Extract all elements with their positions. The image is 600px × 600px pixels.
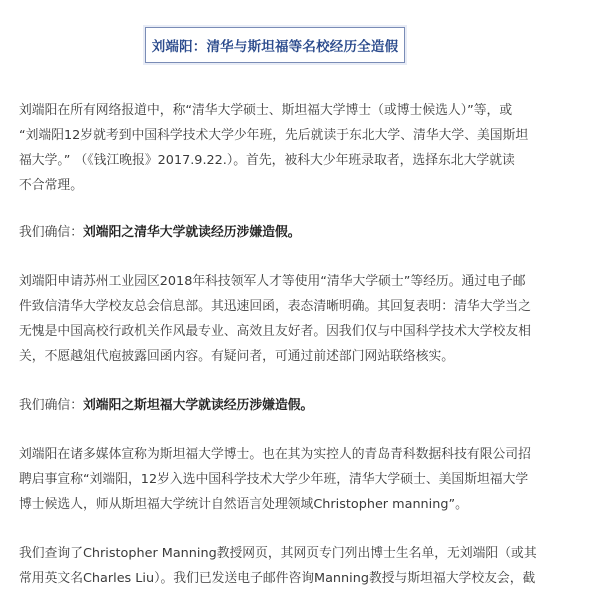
statement-bold-text: 刘端阳之斯坦福大学就读经历涉嫌造假。 [82,398,314,413]
article-title-box [145,27,405,63]
paragraph-stanford [19,442,579,517]
statement-tsinghua [19,220,579,245]
statement-stanford [19,393,579,418]
paragraph-line: 常用英文名Charles Liu）。我们已发送电子邮件咨询Manning教授与斯坦福大学校友会，截 [19,571,536,586]
article-body [19,98,579,591]
paragraph-line: 无愧是中国高校行政机关作风最专业、高效且友好者。因我们仅与中国科学技术大学校友相 [19,324,531,339]
statement-prefix: 我们确信： [19,398,83,413]
paragraph-line: 我们查询了Christopher Manning教授网页，其网页专门列出博士生名单，无刘端阳（或其 [19,546,537,561]
paragraph-line: 博士候选人，师从斯坦福大学统计自然语言处理领域Christopher manning”。 [19,497,468,512]
paragraph-line: “刘端阳12岁就考到中国科学技术大学少年班，先后就读于东北大学、清华大学、美国斯坦 [19,128,529,143]
paragraph-line: 关，不愿越俎代庖披露回函内容。有疑问者，可通过前述部门网站联络核实。 [19,349,455,364]
paragraph-tsinghua [19,269,579,369]
paragraph-line: 刘端阳申请苏州工业园区2018年科技领军人才等使用“清华大学硕士”等经历。通过电子邮 [19,274,526,289]
paragraph-line: 不合常理。 [19,178,83,193]
paragraph-line: 聘启事宣称“刘端阳，12岁入选中国科学技术大学少年班，清华大学硕士、美国斯坦福大学 [19,472,529,487]
paragraph-line: 福大学。” （《钱江晚报》2017.9.22.）。首先，被科大少年班录取者，选择东北大学就读 [19,153,515,168]
paragraph-manning [19,541,579,591]
statement-bold-text: 刘端阳之清华大学就读经历涉嫌造假。 [82,225,301,240]
paragraph-intro [19,98,579,198]
statement-prefix: 我们确信： [19,225,83,240]
paragraph-line: 刘端阳在诸多媒体宣称为斯坦福大学博士。也在其为实控人的青岛青科数据科技有限公司招 [19,447,531,462]
article-title: 刘端阳：清华与斯坦福等名校经历全造假 [151,39,399,55]
paragraph-line: 件致信清华大学校友总会信息部。其迅速回函，表态清晰明确。其回复表明：清华大学当之 [19,299,531,314]
paragraph-line: 刘端阳在所有网络报道中，称“清华大学硕士、斯坦福大学博士（或博士候选人）”等，或 [19,103,513,118]
